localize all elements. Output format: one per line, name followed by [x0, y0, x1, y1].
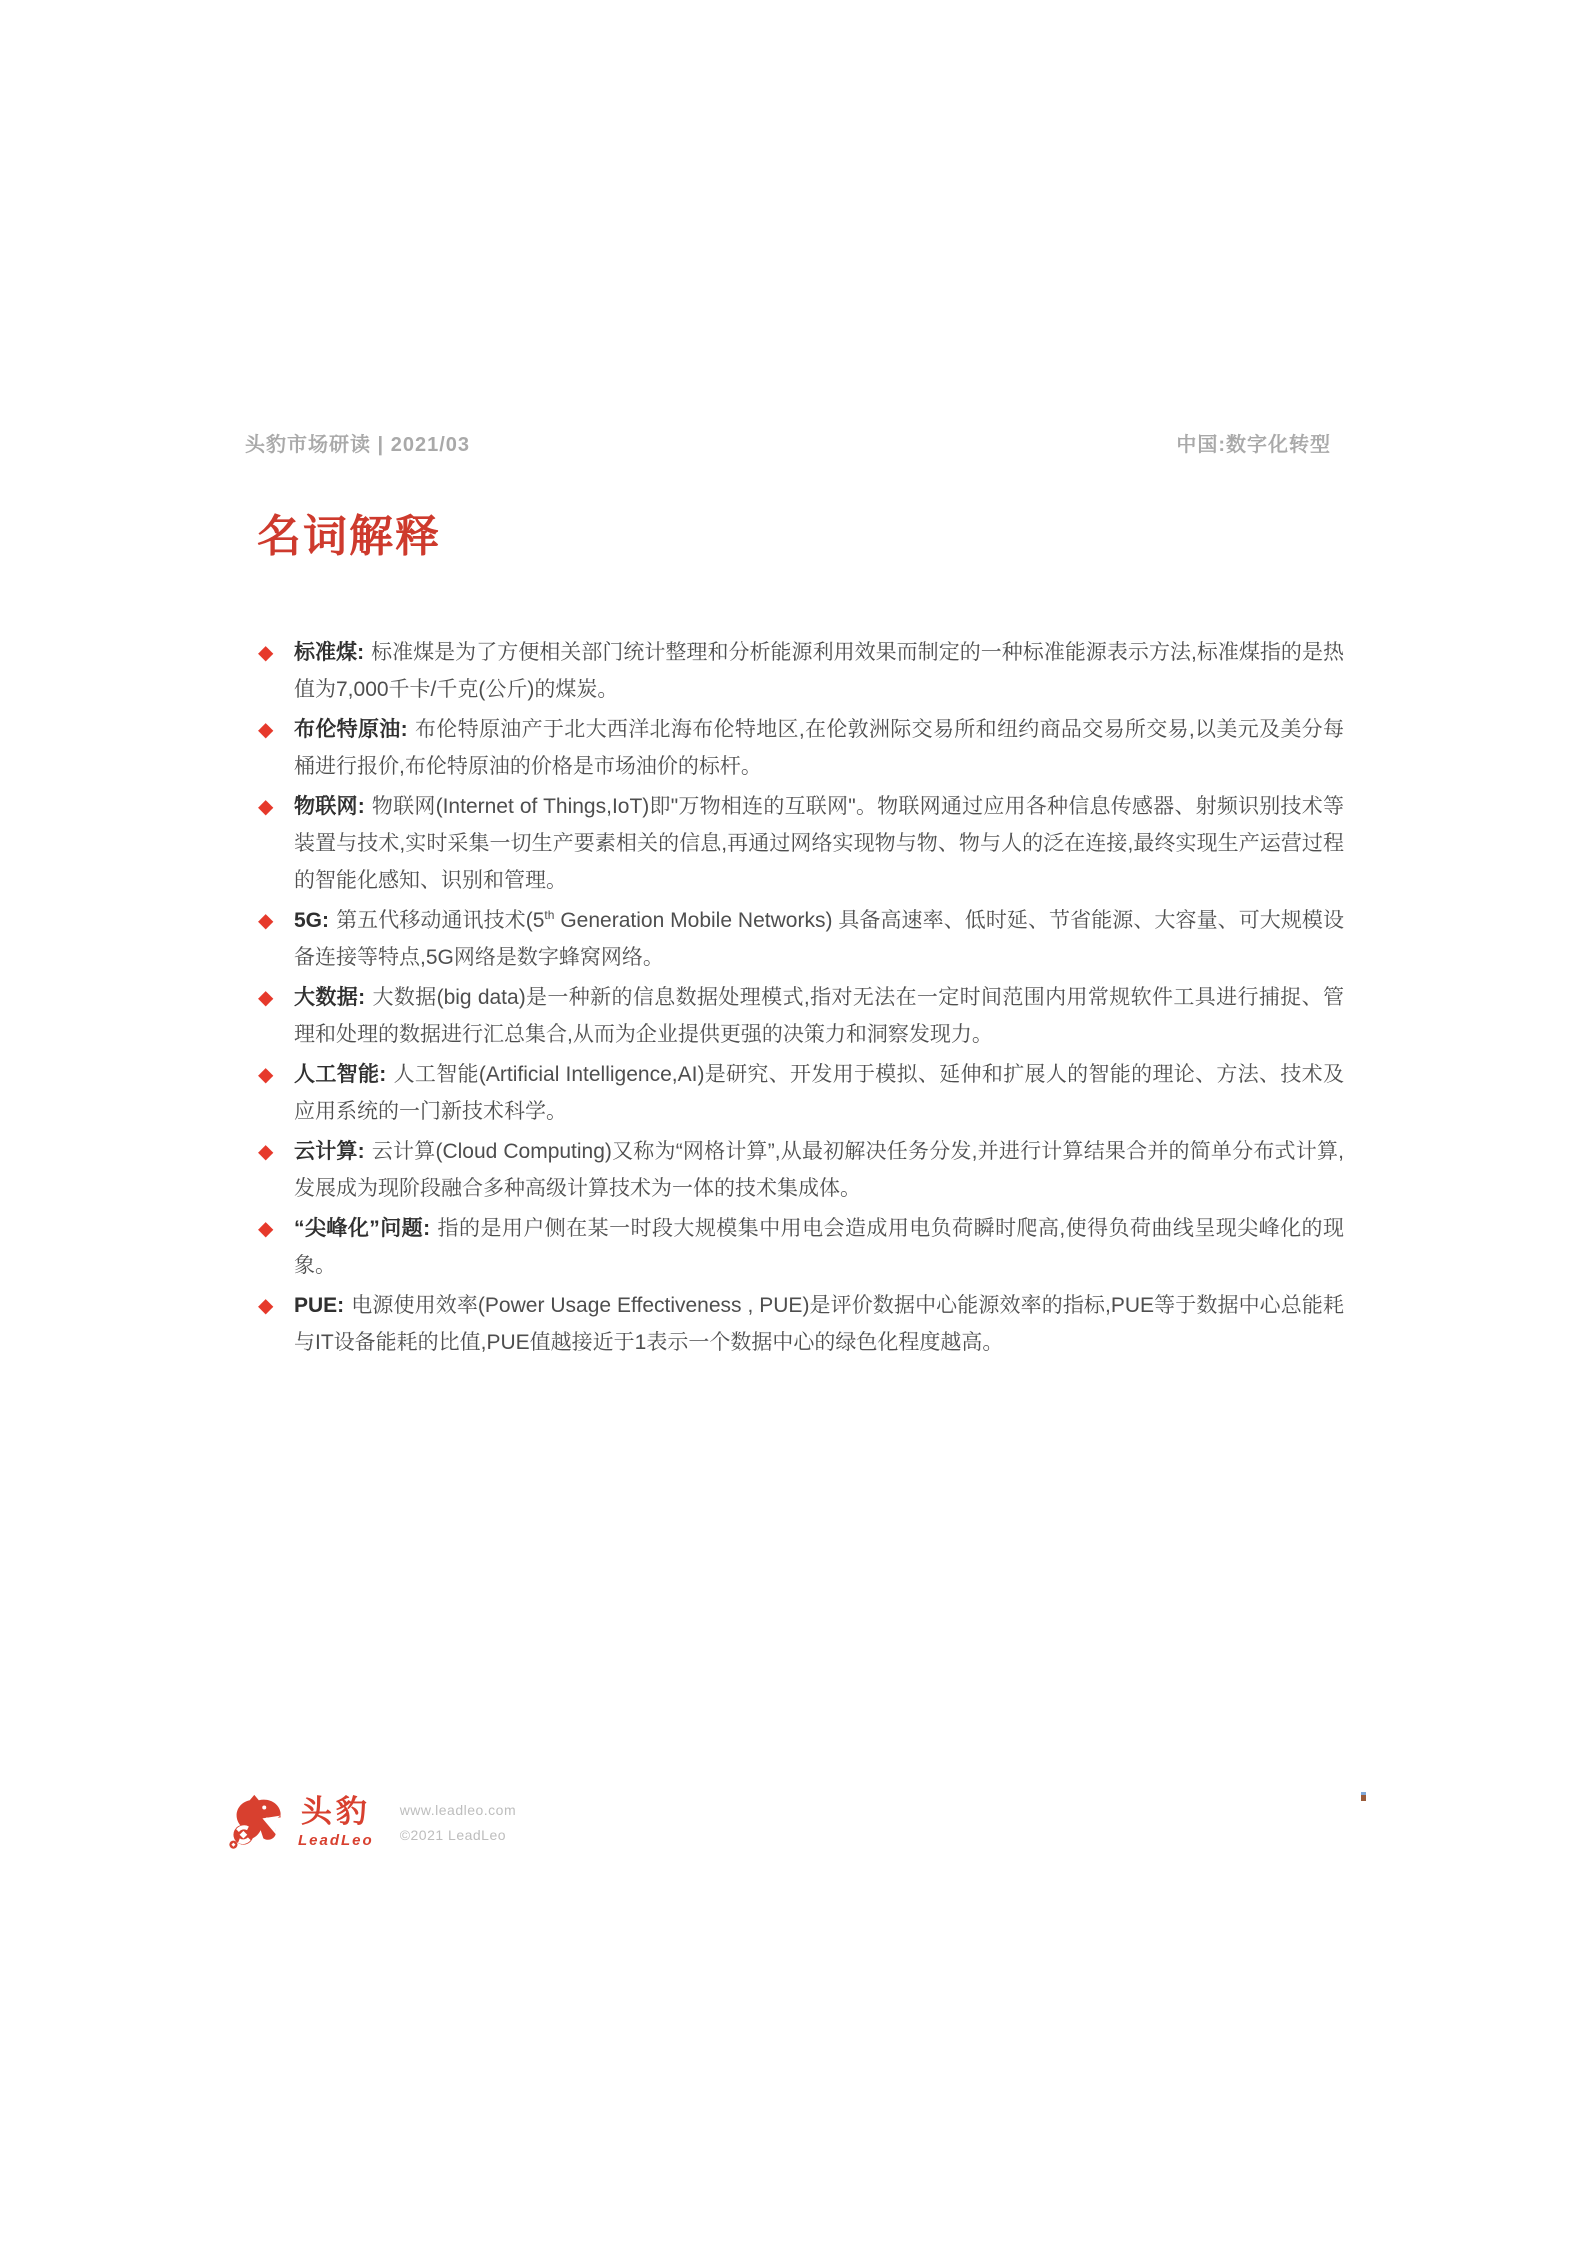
glossary-term: 5G:	[294, 909, 330, 932]
glossary-term: 布伦特原油:	[294, 718, 408, 741]
glossary-item	[258, 788, 1344, 899]
glossary-definition: 大数据: 大数据(big data)是一种新的信息数据处理模式,指对无法在一定时间范围内用常规软件工具进行捕捉、管理和处理的数据进行汇总集合,从而为企业提供更强的决策力和洞察发现力。	[294, 986, 1344, 1046]
glossary-item	[258, 1210, 1344, 1284]
glossary-list	[258, 634, 1344, 1364]
footer-copyright: ©2021 LeadLeo	[399, 1826, 507, 1843]
diamond-bullet-icon: ◆	[258, 640, 274, 664]
page-footer	[228, 1792, 516, 1852]
brand-name-cn: 头豹	[300, 1794, 371, 1830]
glossary-definition: 布伦特原油: 布伦特原油产于北大西洋北海布伦特地区,在伦敦洲际交易所和纽约商品交易所交易,以美元及美分每桶进行报价,布伦特原油的价格是市场油价的标杆。	[294, 718, 1345, 778]
glossary-term: 大数据:	[294, 986, 366, 1009]
diamond-bullet-icon: ◆	[258, 1216, 274, 1240]
glossary-definition: “尖峰化”问题: 指的是用户侧在某一时段大规模集中用电会造成用电负荷瞬时爬高,使得负荷曲线呈现尖峰化的现象。	[294, 1217, 1344, 1277]
glossary-item	[258, 1287, 1344, 1361]
glossary-item	[258, 1133, 1344, 1207]
superscript: th	[544, 908, 555, 922]
glossary-definition: 物联网: 物联网(Internet of Things,IoT)即"万物相连的互联网"。物联网通过应用各种信息传感器、射频识别技术等装置与技术,实时采集一切生产要素相关的信息,再通过网络实现物与物、物与人的泛在连接,最终实现生产运营过程的智能化感知、识别和管理。	[294, 795, 1344, 892]
diamond-bullet-icon: ◆	[258, 908, 274, 932]
glossary-definition: PUE: 电源使用效率(Power Usage Effectiveness , PUE)是评价数据中心能源效率的指标,PUE等于数据中心总能耗与IT设备能耗的比值,PUE值越接近于1表示一个数据中心的绿色化程度越高。	[294, 1294, 1344, 1354]
glossary-item	[258, 979, 1344, 1053]
diamond-bullet-icon: ◆	[258, 1062, 274, 1086]
glossary-definition: 标准煤: 标准煤是为了方便相关部门统计整理和分析能源利用效果而制定的一种标准能源表示方法,标准煤指的是热值为7,000千卡/千克(公斤)的煤炭。	[294, 641, 1344, 701]
tiny-image-artifact	[1361, 1792, 1366, 1801]
brand-name-en: LeadLeo	[298, 1831, 374, 1849]
diamond-bullet-icon: ◆	[258, 985, 274, 1009]
diamond-bullet-icon: ◆	[258, 794, 274, 818]
diamond-bullet-icon: ◆	[258, 1139, 274, 1163]
page-title: 名词解释	[257, 512, 441, 561]
glossary-item	[258, 634, 1344, 708]
glossary-definition: 5G: 第五代移动通讯技术(5th Generation Mobile Networks) 具备高速率、低时延、节省能源、大容量、可大规模设备连接等特点,5G网络是数字蜂窝网络。	[294, 908, 1344, 969]
glossary-item	[258, 711, 1344, 785]
leadleo-logo-icon	[228, 1792, 286, 1852]
glossary-definition: 人工智能: 人工智能(Artificial Intelligence,AI)是研究、开发用于模拟、延伸和扩展人的智能的理论、方法、技术及应用系统的一门新技术科学。	[294, 1063, 1345, 1123]
footer-website: www.leadleo.com	[399, 1801, 517, 1818]
header-report-topic: 中国:数字化转型	[1176, 434, 1331, 456]
glossary-term: 物联网:	[294, 795, 365, 818]
glossary-term: “尖峰化”问题:	[294, 1217, 431, 1240]
glossary-term: PUE:	[294, 1294, 345, 1317]
page-header	[245, 428, 1331, 457]
glossary-term: 标准煤:	[294, 641, 365, 664]
footer-meta	[400, 1802, 516, 1843]
glossary-term: 云计算:	[294, 1140, 365, 1163]
header-report-series: 头豹市场研读 | 2021/03	[245, 434, 471, 456]
diamond-bullet-icon: ◆	[258, 1293, 274, 1317]
glossary-term: 人工智能:	[294, 1063, 387, 1086]
brand-block	[298, 1795, 374, 1848]
glossary-item	[258, 902, 1344, 976]
diamond-bullet-icon: ◆	[258, 717, 274, 741]
glossary-item	[258, 1056, 1344, 1130]
glossary-definition: 云计算: 云计算(Cloud Computing)又称为“网格计算”,从最初解决任务分发,并进行计算结果合并的简单分布式计算,发展成为现阶段融合多种高级计算技术为一体的技术集成体。	[294, 1140, 1345, 1200]
